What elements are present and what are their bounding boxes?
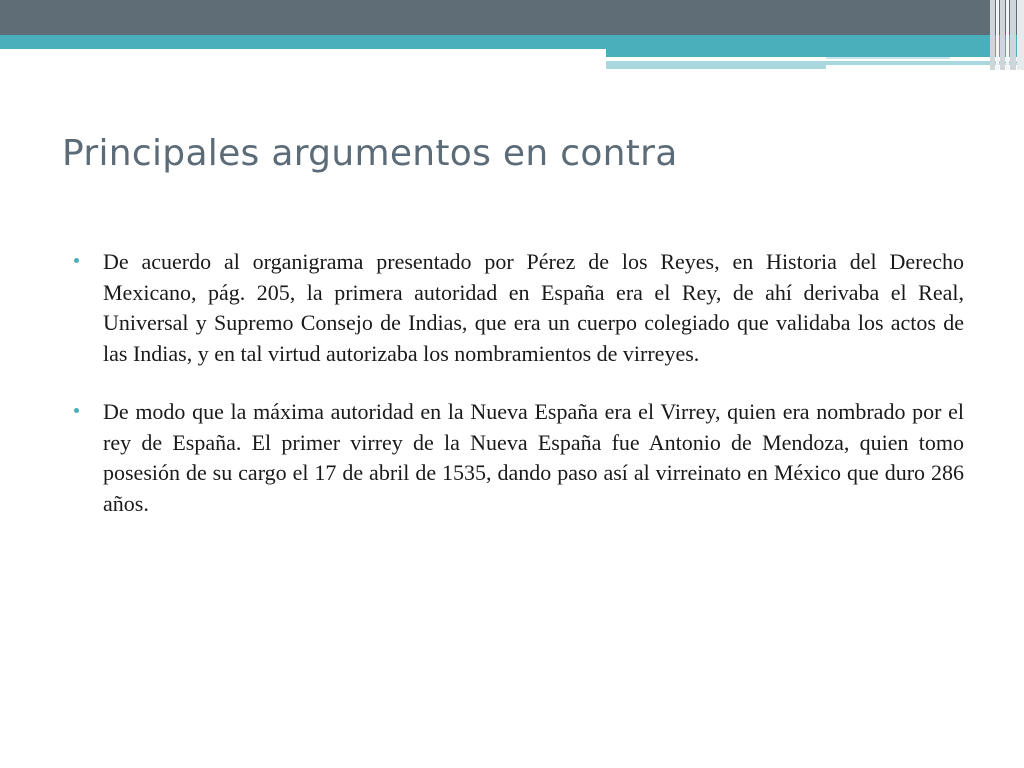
bullet-text: De acuerdo al organigrama presentado por Pérez de los Reyes, en Historia del Derecho Mexicano, pág. 205, la primera autoridad en España era el Rey, de ahí derivaba el Real, Universal y Supremo Consejo de Indias, que era un cuerpo colegiado que validaba los actos de las Indias, y en tal virtud autorizaba los nombramientos de virreyes. (103, 249, 964, 366)
header-dark-band (0, 0, 1024, 35)
slide-title: Principales argumentos en contra (62, 133, 678, 174)
bullet-text: De modo que la máxima autoridad en la Nueva España era el Virrey, quien era nombrado por el rey de España. El primer virrey de la Nueva España fue Antonio de Mendoza, quien tomo posesión de su cargo el 17 de abril de 1535, dando paso así al virreinato en México que duro 286 años. (103, 399, 964, 516)
header-teal-band (0, 35, 1024, 49)
vertical-stripe (996, 0, 999, 70)
header-thin-line (826, 57, 950, 59)
vertical-stripe (1006, 0, 1009, 70)
header-light-band-left (606, 61, 826, 69)
vertical-stripe (1017, 0, 1024, 70)
header-vertical-stripes (990, 0, 1024, 70)
vertical-stripe (1000, 0, 1005, 70)
bullet-item (74, 397, 964, 519)
bullet-dot-icon (74, 258, 79, 263)
bullet-dot-icon (74, 408, 79, 413)
bullet-list (74, 247, 964, 547)
bullet-item (74, 247, 964, 369)
vertical-stripe (1010, 0, 1016, 70)
vertical-stripe (990, 0, 995, 70)
header-teal-notch (606, 49, 1024, 57)
